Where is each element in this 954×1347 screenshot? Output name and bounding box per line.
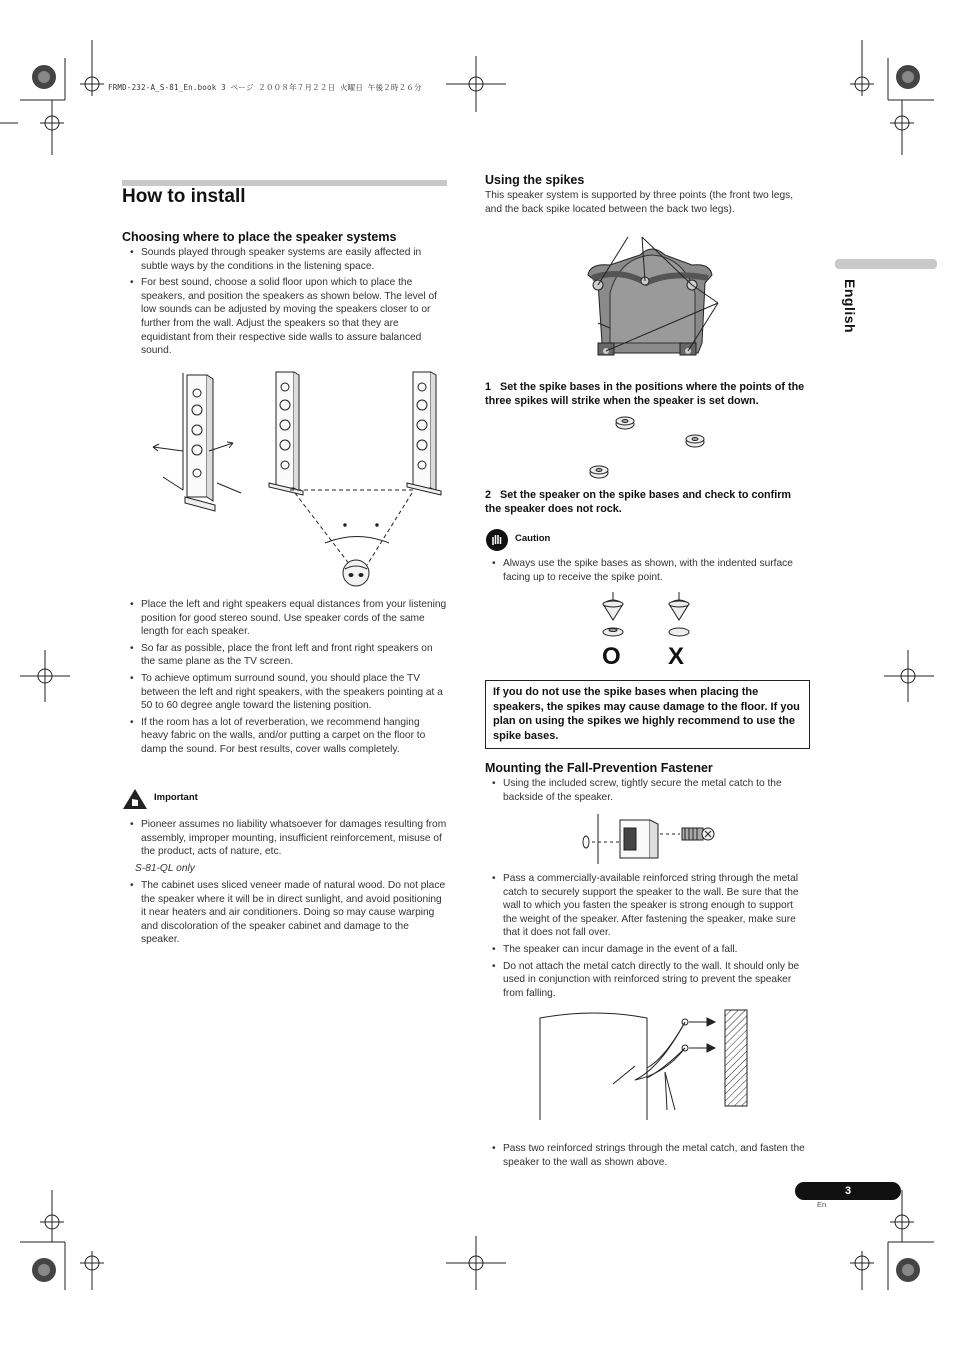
speaker-wall-fastening-illustration — [535, 1008, 755, 1123]
important-warning-icon — [122, 788, 148, 810]
caution-hand-icon — [485, 528, 509, 552]
positioning-bullets — [123, 598, 447, 760]
spike-bases-warning-box: If you do not use the spike bases when placing the speakers, the spikes may cause damage to the floor. If you plan on using the spikes we highly recommend to use the spike bases. — [485, 680, 810, 749]
step-1-text: Set the spike bases in the positions where the points of the three spikes will strike when the speaker is set down. — [485, 381, 805, 407]
fastener-bullets-2 — [485, 872, 807, 1003]
step-1-number: 1 — [485, 381, 492, 393]
list-item: • Pass two reinforced strings through the metal catch, and fasten the speaker to the wall as shown above. — [485, 1142, 807, 1169]
page-number: 3 — [795, 1182, 901, 1200]
list-item: • Always use the spike bases as shown, with the indented surface facing up to receive the spike point. — [485, 557, 807, 584]
step-2-number: 2 — [485, 489, 492, 501]
step-2 — [485, 489, 807, 516]
list-item: • If the room has a lot of reverberation, we recommend hanging heavy fabric on the walls, and/or putting a carpet on the floor to damp the sound. For best results, cover walls completely. — [123, 716, 447, 757]
spike-bases-illustration — [585, 412, 715, 482]
fastener-bullets-3 — [485, 1142, 807, 1172]
spike-usage-illustration — [595, 590, 705, 645]
caution-bullets — [485, 557, 807, 587]
page-title: How to install — [122, 186, 246, 207]
list-item: • Pioneer assumes no liability whatsoever for damages resulting from assembly, improper mounting, insufficient reinforcement, misuse of the product, acts of nature, etc. — [123, 818, 447, 859]
spikes-intro: This speaker system is supported by three points (the front two legs, and the back spike located between the back two legs). — [485, 190, 794, 215]
placement-bullets — [123, 246, 447, 361]
caution-label: Caution — [515, 533, 551, 544]
speaker-placement-illustration — [145, 365, 445, 595]
step-2-text: Set the speaker on the spike bases and check to confirm the speaker does not rock. — [485, 489, 792, 515]
important-bullets — [123, 818, 447, 862]
list-item: • The cabinet uses sliced veneer made of natural wood. Do not place the speaker where it will be in direct sunlight, and avoid positioning it near heaters and air conditioners. Doing so may cause warping and discoloration of the speaker cabinet and damage to the speaker. — [123, 879, 447, 947]
list-item: • Do not attach the metal catch directly to the wall. It should only be used in conjunction with reinforced string to prevent the speaker from falling. — [485, 960, 807, 1001]
fastener-heading: Mounting the Fall-Prevention Fastener — [485, 761, 713, 775]
language-tab-label: English — [842, 279, 858, 334]
wrong-mark: X — [668, 643, 685, 670]
important-label: Important — [154, 792, 198, 803]
section-heading-placement: Choosing where to place the speaker systems — [122, 230, 397, 244]
language-code: En — [817, 1200, 827, 1209]
list-item: • To achieve optimum surround sound, you should place the TV between the left and right speakers, with the speakers pointing at a 50 to 60 degree angle toward the listening position. — [123, 672, 447, 713]
step-1 — [485, 381, 807, 408]
list-item: • Using the included screw, tightly secure the metal catch to the backside of the speaker. — [485, 777, 807, 804]
language-tab-bar — [835, 259, 937, 269]
veneer-bullets — [123, 879, 447, 950]
list-item: • Place the left and right speakers equal distances from your listening position for good stereo sound. Use speaker cords of the same length for each speaker. — [123, 598, 447, 639]
list-item: • So far as possible, place the front left and front right speakers on the same plane as the TV screen. — [123, 642, 447, 669]
spikes-heading: Using the spikes — [485, 173, 585, 187]
list-item: • Pass a commercially-available reinforced string through the metal catch to securely support the speaker to the wall. Be sure that the wall to which you fasten the speaker is strong enough to support the weight of the speaker. After fastening the speaker, make sure that it does not fall over. — [485, 872, 807, 940]
list-item: • The speaker can incur damage in the event of a fall. — [485, 943, 807, 957]
file-header: FRMD-232-A_S-81_En.book 3 ページ ２００８年７月２２日 火曜日 午後２時２６分 — [108, 83, 422, 92]
speaker-base-spikes-illustration — [580, 233, 725, 363]
list-item: • Sounds played through speaker systems are easily affected in subtle ways by the conditions in the listening space. — [123, 246, 447, 273]
list-item: • For best sound, choose a solid floor upon which to place the speakers, and position the speakers as shown below. The level of low sounds can be adjusted by moving the speakers closer to or further from the wall. Adjust the speakers so that they are equidistant from their respective side walls to assure balanced sound. — [123, 276, 447, 358]
metal-catch-screw-illustration — [578, 812, 718, 867]
correct-mark: O — [602, 643, 621, 670]
model-note: S-81-QL only — [135, 863, 195, 874]
fastener-bullets-1 — [485, 777, 807, 807]
